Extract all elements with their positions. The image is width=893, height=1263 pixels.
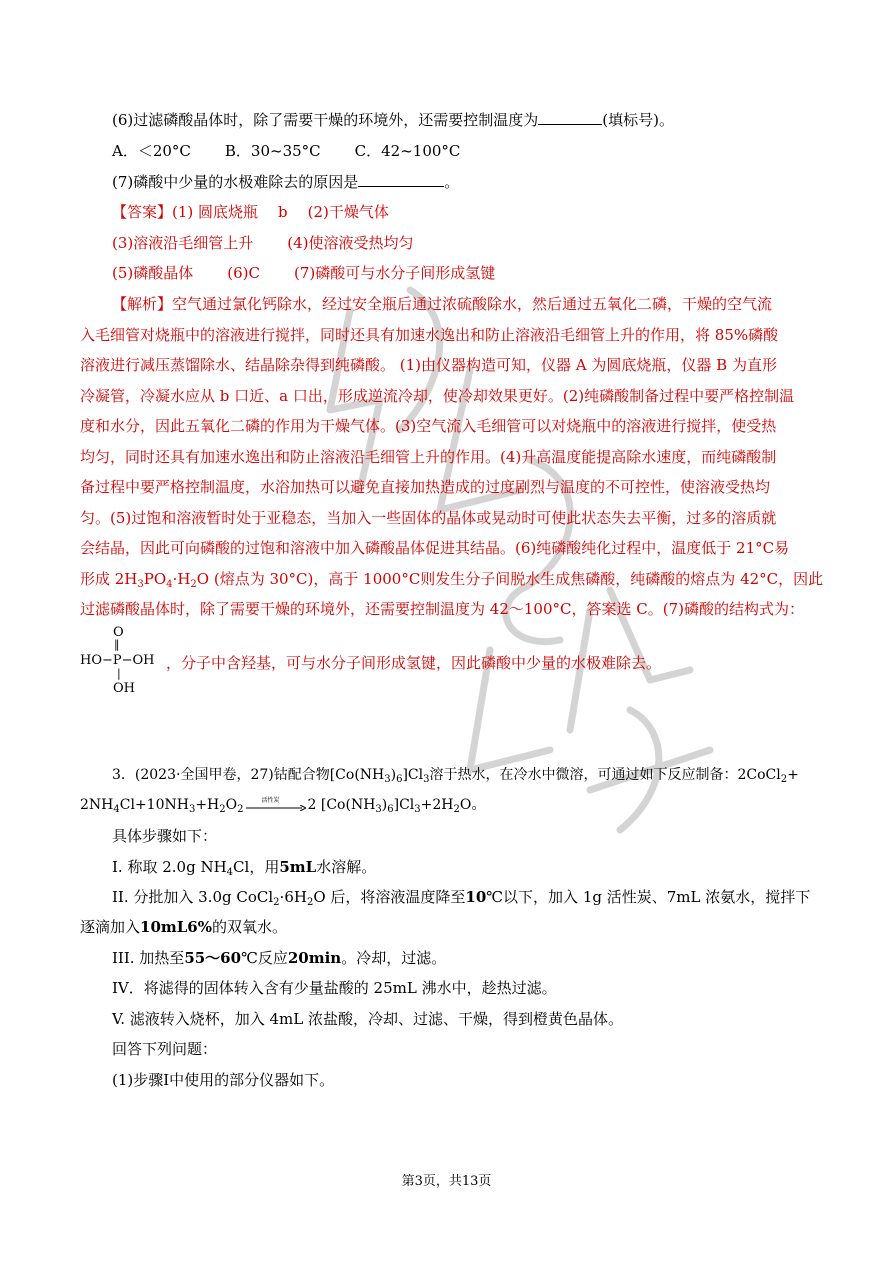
analysis-line: 入毛细管对烧瓶中的溶液进行搅拌，同时还具有加速水逸出和防止溶液沿毛细管上升的作用，将 85%磷酸: [80, 326, 779, 344]
question-7: (7)磷酸中少量的水极难除去的原因是 。: [112, 173, 460, 191]
analysis-line: 【解析】空气通过氯化钙除水，经过安全瓶后通过浓硫酸除水，然后通过五氧化二磷，干燥的空气流: [112, 295, 773, 313]
analysis-line: 过滤磷酸晶体时，除了需要干燥的环境外，还需要控制温度为 42～100°C，答案选 C。(7)磷酸的结构式为：: [80, 600, 804, 618]
answer-line-2: (3)溶液沿毛细管上升 (4)使溶液受热均匀: [112, 234, 414, 252]
question-6: (6)过滤磷酸晶体时，除了需要干燥的环境外，还需要控制温度为 (填标号)。: [112, 111, 674, 129]
reaction-arrow: [246, 797, 306, 813]
analysis-line: 匀。(5)过饱和溶液暂时处于亚稳态，当加入一些固体的晶体或晃动时可使此状态失去平衡，过多的溶质就: [80, 509, 777, 527]
analysis-line: 均匀，同时还具有加速水逸出和防止溶液沿毛细管上升的作用。(4)升高温度能提高除水速度，而纯磷酸制: [80, 448, 777, 466]
question-3-header: 3．(2023·全国甲卷，27)钴配合物$[Co(NH_3)_6]Cl_3$溶于热水，在冷水中微溶，可通过如下反应制备：2CoCl$_2$+: [112, 767, 799, 785]
option-b: B．30~35°C: [224, 142, 321, 160]
step-4: IV．将滤得的固体转入含有少量盐酸的 25mL 沸水中，趁热过滤。: [112, 979, 557, 997]
phosphoric-acid-structure: O ‖ HO−P−OH | OH: [80, 625, 155, 696]
sub-question-1: (1)步骤I中使用的部分仪器如下。: [112, 1071, 335, 1089]
analysis-line: ，分子中含羟基，可与水分子间形成氢键，因此磷酸中少量的水极难除去。: [166, 654, 662, 672]
answer-line-3: (5)磷酸晶体 (6)C (7)磷酸可与水分子间形成氢键: [112, 264, 496, 282]
step-3: III. 加热至55～60℃反应20min。冷却，过滤。: [112, 949, 447, 967]
option-a: A．＜20°C: [112, 142, 191, 160]
reaction-equation: $2NH_4Cl+10NH_3+H_2O_2$ 活性炭 2 $[Co(NH_3)_6]Cl_3+2H_2O$。: [80, 795, 485, 815]
analysis-line: 溶液进行减压蒸馏除水、结晶除杂得到纯磷酸。 (1)由仪器构造可知，仪器 A 为圆底烧瓶，仪器 B 为直形: [80, 356, 777, 374]
page-footer: 第3页，共13页: [401, 1174, 492, 1189]
analysis-line: 度和水分，因此五氧化二磷的作用为干燥气体。(3)空气流入毛细管可以对烧瓶中的溶液进行搅拌，使受热: [80, 417, 777, 435]
catalyst-label: 活性炭: [261, 797, 280, 804]
steps-title: 具体步骤如下：: [112, 827, 218, 845]
question-6-options: [112, 141, 460, 161]
analysis-line: 形成 $2H_3PO_4\cdot H_2O$ (熔点为 30°C)，高于 1000°C则发生分子间脱水生成焦磷酸，纯磷酸的熔点为 42°C，因此: [80, 570, 824, 590]
analysis-line: 冷凝管，冷凝水应从 b 口近、a 口出，形成逆流冷却，使冷却效果更好。(2)纯磷酸制备过程中要严格控制温: [80, 387, 795, 405]
questions-prompt: 回答下列问题：: [112, 1040, 218, 1058]
step-1: I. 称取 2.0g $NH_4Cl$，用5mL水溶解。: [112, 858, 377, 878]
step-5: V. 滤液转入烧杯，加入 4mL 浓盐酸，冷却、过滤、干燥，得到橙黄色晶体。: [112, 1010, 624, 1028]
step-2: II. 分批加入 3.0g $CoCl_2\cdot 6H_2O$ 后，将溶液温度降至10℃以下，加入 1g 活性炭、7mL 浓氨水，搅拌下: [112, 888, 811, 908]
step-2-cont: 逐滴加入10mL6%的双氧水。: [80, 918, 288, 936]
answer-line-1: 【答案】(1) 圆底烧瓶 b (2)干燥气体: [112, 203, 389, 221]
analysis-line: 会结晶，因此可向磷酸的过饱和溶液中加入磷酸晶体促进其结晶。(6)纯磷酸纯化过程中，温度低于 21°C易: [80, 539, 790, 557]
option-c: C．42~100°C: [354, 142, 461, 160]
analysis-line: 备过程中要严格控制温度，水浴加热可以避免直接加热造成的过度剧烈与温度的不可控性，使溶液受热均: [80, 478, 771, 496]
